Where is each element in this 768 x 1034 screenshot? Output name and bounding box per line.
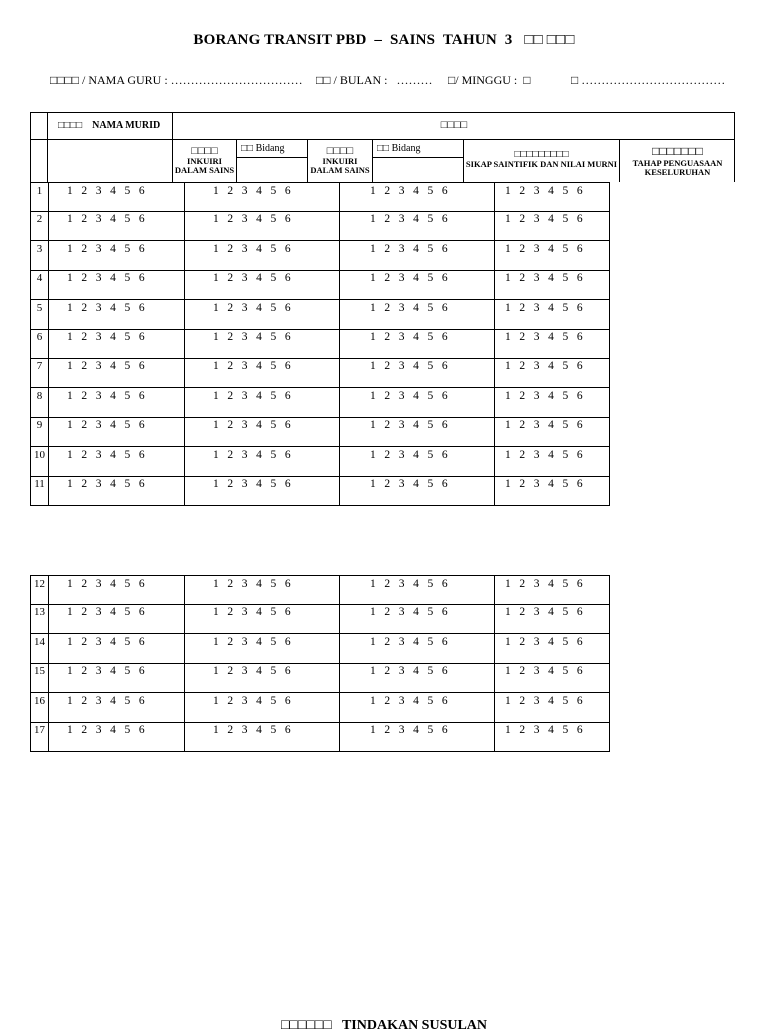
footer-heading: □□□□□□ TINDAKAN SUSULAN	[280, 1018, 488, 1033]
column-divider	[494, 358, 495, 387]
column-divider	[184, 576, 185, 604]
header-bidang-1	[236, 140, 307, 182]
column-divider	[339, 693, 340, 722]
table-row	[30, 722, 610, 752]
rating-scale-4[interactable]: 1 2 3 4 5 6	[505, 331, 583, 343]
rating-scale-3[interactable]: 1 2 3 4 5 6	[370, 694, 448, 707]
row-number: 15	[34, 665, 45, 678]
row-number: 4	[36, 272, 43, 285]
column-divider	[48, 476, 49, 505]
column-divider	[184, 634, 185, 663]
rating-scale-3[interactable]: 1 2 3 4 5 6	[370, 478, 448, 490]
column-divider	[494, 241, 495, 270]
table-row	[30, 388, 610, 418]
inkuiri-2-label: INKUIRI DALAM SAINS	[310, 156, 370, 175]
rating-scale-3[interactable]: 1 2 3 4 5 6	[370, 635, 448, 648]
rating-scale-4[interactable]: 1 2 3 4 5 6	[505, 478, 583, 490]
rating-scale-3[interactable]: 1 2 3 4 5 6	[370, 724, 448, 736]
column-divider	[494, 329, 495, 358]
column-divider	[494, 417, 495, 446]
column-divider	[339, 604, 340, 633]
rating-scale-2[interactable]: 1 2 3 4 5 6	[213, 242, 291, 255]
column-divider	[339, 417, 340, 446]
column-divider	[184, 417, 185, 446]
rating-scale-4[interactable]: 1 2 3 4 5 6	[505, 242, 583, 255]
table-row	[30, 575, 610, 605]
header-bidang-2	[372, 140, 463, 182]
rating-scale-4[interactable]: 1 2 3 4 5 6	[505, 389, 583, 402]
row-number: 17	[34, 724, 45, 736]
table-row	[30, 182, 610, 212]
rating-scale-1[interactable]: 1 2 3 4 5 6	[67, 635, 145, 648]
column-divider	[339, 329, 340, 358]
inkuiri-1-label: INKUIRI DALAM SAINS	[174, 156, 235, 175]
column-divider	[339, 270, 340, 299]
rating-scale-1[interactable]: 1 2 3 4 5 6	[67, 301, 145, 314]
rating-scale-1[interactable]: 1 2 3 4 5 6	[67, 578, 145, 590]
column-divider	[494, 300, 495, 329]
column-divider	[184, 241, 185, 270]
rating-scale-4[interactable]: 1 2 3 4 5 6	[505, 724, 583, 736]
column-divider	[48, 183, 49, 211]
row-number: 5	[36, 301, 43, 314]
table-row	[30, 300, 610, 330]
row-number: 8	[36, 389, 43, 402]
rating-scale-2[interactable]: 1 2 3 4 5 6	[213, 419, 291, 432]
form-title: BORANG TRANSIT PBD – SAINS TAHUN 3 □□ □□□	[193, 32, 575, 48]
top-right-label: □□□□	[440, 119, 468, 131]
rating-scale-3[interactable]: 1 2 3 4 5 6	[370, 419, 448, 432]
row-number: 6	[36, 331, 43, 343]
bidang-1-divider	[237, 157, 308, 158]
table-row	[30, 476, 610, 506]
rating-scale-2[interactable]: 1 2 3 4 5 6	[213, 448, 291, 461]
column-divider	[494, 634, 495, 663]
rating-scale-4[interactable]: 1 2 3 4 5 6	[505, 606, 583, 619]
rating-scale-1[interactable]: 1 2 3 4 5 6	[67, 360, 145, 373]
column-divider	[339, 634, 340, 663]
rating-scale-1[interactable]: 1 2 3 4 5 6	[67, 448, 145, 461]
column-divider	[494, 576, 495, 604]
row-number: 14	[34, 635, 45, 648]
row-number: 7	[36, 360, 43, 373]
rating-scale-1[interactable]: 1 2 3 4 5 6	[67, 272, 145, 285]
rating-scale-4[interactable]: 1 2 3 4 5 6	[505, 665, 583, 678]
rating-scale-3[interactable]: 1 2 3 4 5 6	[370, 213, 448, 226]
column-divider	[339, 358, 340, 387]
table-row	[30, 693, 610, 723]
inkuiri-2-glyph: □□□□	[326, 145, 354, 157]
column-divider	[494, 476, 495, 505]
column-divider	[48, 241, 49, 270]
table-row	[30, 241, 610, 271]
rating-scale-3[interactable]: 1 2 3 4 5 6	[370, 272, 448, 285]
rating-scale-3[interactable]: 1 2 3 4 5 6	[370, 448, 448, 461]
rating-scale-4[interactable]: 1 2 3 4 5 6	[505, 694, 583, 707]
rating-scale-2[interactable]: 1 2 3 4 5 6	[213, 331, 291, 343]
rating-scale-2[interactable]: 1 2 3 4 5 6	[213, 185, 291, 197]
rating-scale-2[interactable]: 1 2 3 4 5 6	[213, 694, 291, 707]
inkuiri-1-glyph: □□□□	[191, 145, 218, 157]
header-inkuiri-2	[307, 140, 372, 182]
column-divider	[494, 722, 495, 751]
column-divider	[339, 183, 340, 211]
row-number: 3	[36, 242, 43, 255]
table-row	[30, 358, 610, 388]
column-divider	[48, 388, 49, 417]
column-divider	[494, 447, 495, 476]
column-divider	[48, 417, 49, 446]
rating-scale-1[interactable]: 1 2 3 4 5 6	[67, 185, 145, 197]
table-row	[30, 663, 610, 693]
column-divider	[48, 634, 49, 663]
row-number: 1	[36, 185, 43, 197]
rating-scale-1[interactable]: 1 2 3 4 5 6	[67, 694, 145, 707]
row-number: 11	[34, 478, 45, 490]
column-divider	[48, 358, 49, 387]
column-divider	[48, 329, 49, 358]
sikap-label: SIKAP SAINTIFIK DAN NILAI MURNI	[465, 159, 618, 169]
column-divider	[494, 604, 495, 633]
rating-scale-1[interactable]: 1 2 3 4 5 6	[67, 213, 145, 226]
table-header	[30, 112, 735, 182]
rating-scale-4[interactable]: 1 2 3 4 5 6	[505, 185, 583, 197]
rating-scale-2[interactable]: 1 2 3 4 5 6	[213, 272, 291, 285]
header-top-right	[172, 113, 735, 140]
rating-scale-1[interactable]: 1 2 3 4 5 6	[67, 665, 145, 678]
column-divider	[339, 388, 340, 417]
column-divider	[48, 663, 49, 692]
column-divider	[184, 476, 185, 505]
rating-scale-4[interactable]: 1 2 3 4 5 6	[505, 213, 583, 226]
rating-scale-3[interactable]: 1 2 3 4 5 6	[370, 185, 448, 197]
column-divider	[184, 300, 185, 329]
bidang-2-label: □□ Bidang	[377, 143, 421, 154]
rating-scale-2[interactable]: 1 2 3 4 5 6	[213, 389, 291, 402]
rating-scale-4[interactable]: 1 2 3 4 5 6	[505, 635, 583, 648]
row-number: 16	[34, 694, 45, 707]
column-divider	[184, 663, 185, 692]
column-divider	[339, 447, 340, 476]
column-divider	[339, 476, 340, 505]
rating-scale-3[interactable]: 1 2 3 4 5 6	[370, 578, 448, 590]
tahap-glyph: □□□□□□□	[652, 144, 703, 158]
header-tahap	[619, 140, 735, 182]
column-divider	[339, 211, 340, 240]
column-divider	[339, 241, 340, 270]
rating-scale-2[interactable]: 1 2 3 4 5 6	[213, 360, 291, 373]
column-divider	[184, 270, 185, 299]
rating-scale-2[interactable]: 1 2 3 4 5 6	[213, 606, 291, 619]
column-divider	[494, 211, 495, 240]
extra-field: □ ………………………………	[571, 73, 726, 87]
header-empty-name	[47, 140, 172, 182]
rating-scale-1[interactable]: 1 2 3 4 5 6	[67, 478, 145, 490]
column-divider	[184, 604, 185, 633]
table-row	[30, 270, 610, 300]
rating-scale-2[interactable]: 1 2 3 4 5 6	[213, 665, 291, 678]
rating-scale-1[interactable]: 1 2 3 4 5 6	[67, 419, 145, 432]
header-sikap	[463, 140, 619, 182]
rating-scale-3[interactable]: 1 2 3 4 5 6	[370, 331, 448, 343]
rating-scale-3[interactable]: 1 2 3 4 5 6	[370, 606, 448, 619]
column-divider	[48, 604, 49, 633]
rating-scale-2[interactable]: 1 2 3 4 5 6	[213, 478, 291, 490]
rating-scale-4[interactable]: 1 2 3 4 5 6	[505, 301, 583, 314]
nama-murid-label: □□□□ NAMA MURID	[58, 120, 161, 131]
bidang-1-label: □□ Bidang	[241, 143, 285, 154]
nama-guru-field: □□□□ / NAMA GURU : ……………………………	[50, 73, 303, 87]
rating-scale-3[interactable]: 1 2 3 4 5 6	[370, 301, 448, 314]
table-row	[30, 634, 610, 664]
table-row	[30, 329, 610, 359]
column-divider	[494, 693, 495, 722]
table-row	[30, 447, 610, 477]
column-divider	[184, 693, 185, 722]
column-divider	[48, 447, 49, 476]
header-inkuiri-1	[172, 140, 236, 182]
sikap-glyph: □□□□□□□□□	[514, 149, 569, 160]
row-number: 10	[34, 448, 45, 461]
minggu-field: □/ MINGGU : □	[448, 73, 531, 87]
rating-scale-1[interactable]: 1 2 3 4 5 6	[67, 331, 145, 343]
rating-scale-2[interactable]: 1 2 3 4 5 6	[213, 635, 291, 648]
bulan-field: □□ / BULAN : ………	[316, 73, 433, 87]
column-divider	[339, 663, 340, 692]
column-divider	[494, 388, 495, 417]
rating-scale-1[interactable]: 1 2 3 4 5 6	[67, 242, 145, 255]
table-row	[30, 604, 610, 634]
rating-scale-1[interactable]: 1 2 3 4 5 6	[67, 389, 145, 402]
column-divider	[494, 270, 495, 299]
header-nama-murid	[47, 113, 172, 140]
column-divider	[184, 388, 185, 417]
column-divider	[184, 211, 185, 240]
rating-scale-4[interactable]: 1 2 3 4 5 6	[505, 272, 583, 285]
rating-scale-2[interactable]: 1 2 3 4 5 6	[213, 724, 291, 736]
column-divider	[184, 329, 185, 358]
table-row	[30, 211, 610, 241]
rating-scale-1[interactable]: 1 2 3 4 5 6	[67, 606, 145, 619]
rating-scale-3[interactable]: 1 2 3 4 5 6	[370, 665, 448, 678]
rating-scale-2[interactable]: 1 2 3 4 5 6	[213, 301, 291, 314]
column-divider	[48, 300, 49, 329]
rating-scale-2[interactable]: 1 2 3 4 5 6	[213, 578, 291, 590]
rating-scale-3[interactable]: 1 2 3 4 5 6	[370, 389, 448, 402]
rating-scale-3[interactable]: 1 2 3 4 5 6	[370, 360, 448, 373]
column-divider	[48, 722, 49, 751]
row-number: 13	[34, 606, 45, 619]
column-divider	[48, 211, 49, 240]
column-divider	[48, 270, 49, 299]
column-divider	[184, 447, 185, 476]
row-number: 12	[34, 578, 45, 590]
rating-scale-3[interactable]: 1 2 3 4 5 6	[370, 242, 448, 255]
table-row	[30, 417, 610, 447]
column-divider	[339, 722, 340, 751]
rating-scale-1[interactable]: 1 2 3 4 5 6	[67, 724, 145, 736]
column-divider	[494, 663, 495, 692]
column-divider	[184, 722, 185, 751]
rating-scale-4[interactable]: 1 2 3 4 5 6	[505, 578, 583, 590]
bidang-2-divider	[373, 157, 464, 158]
row-number: 9	[36, 419, 43, 432]
rating-scale-4[interactable]: 1 2 3 4 5 6	[505, 360, 583, 373]
column-divider	[339, 576, 340, 604]
rating-scale-4[interactable]: 1 2 3 4 5 6	[505, 419, 583, 432]
column-divider	[48, 576, 49, 604]
column-divider	[494, 183, 495, 211]
rating-scale-4[interactable]: 1 2 3 4 5 6	[505, 448, 583, 461]
column-divider	[48, 693, 49, 722]
column-divider	[184, 183, 185, 211]
column-divider	[339, 300, 340, 329]
tahap-label: TAHAP PENGUASAAN KESELURUHAN	[632, 158, 723, 177]
row-number: 2	[36, 213, 43, 226]
rating-scale-2[interactable]: 1 2 3 4 5 6	[213, 213, 291, 226]
column-divider	[184, 358, 185, 387]
